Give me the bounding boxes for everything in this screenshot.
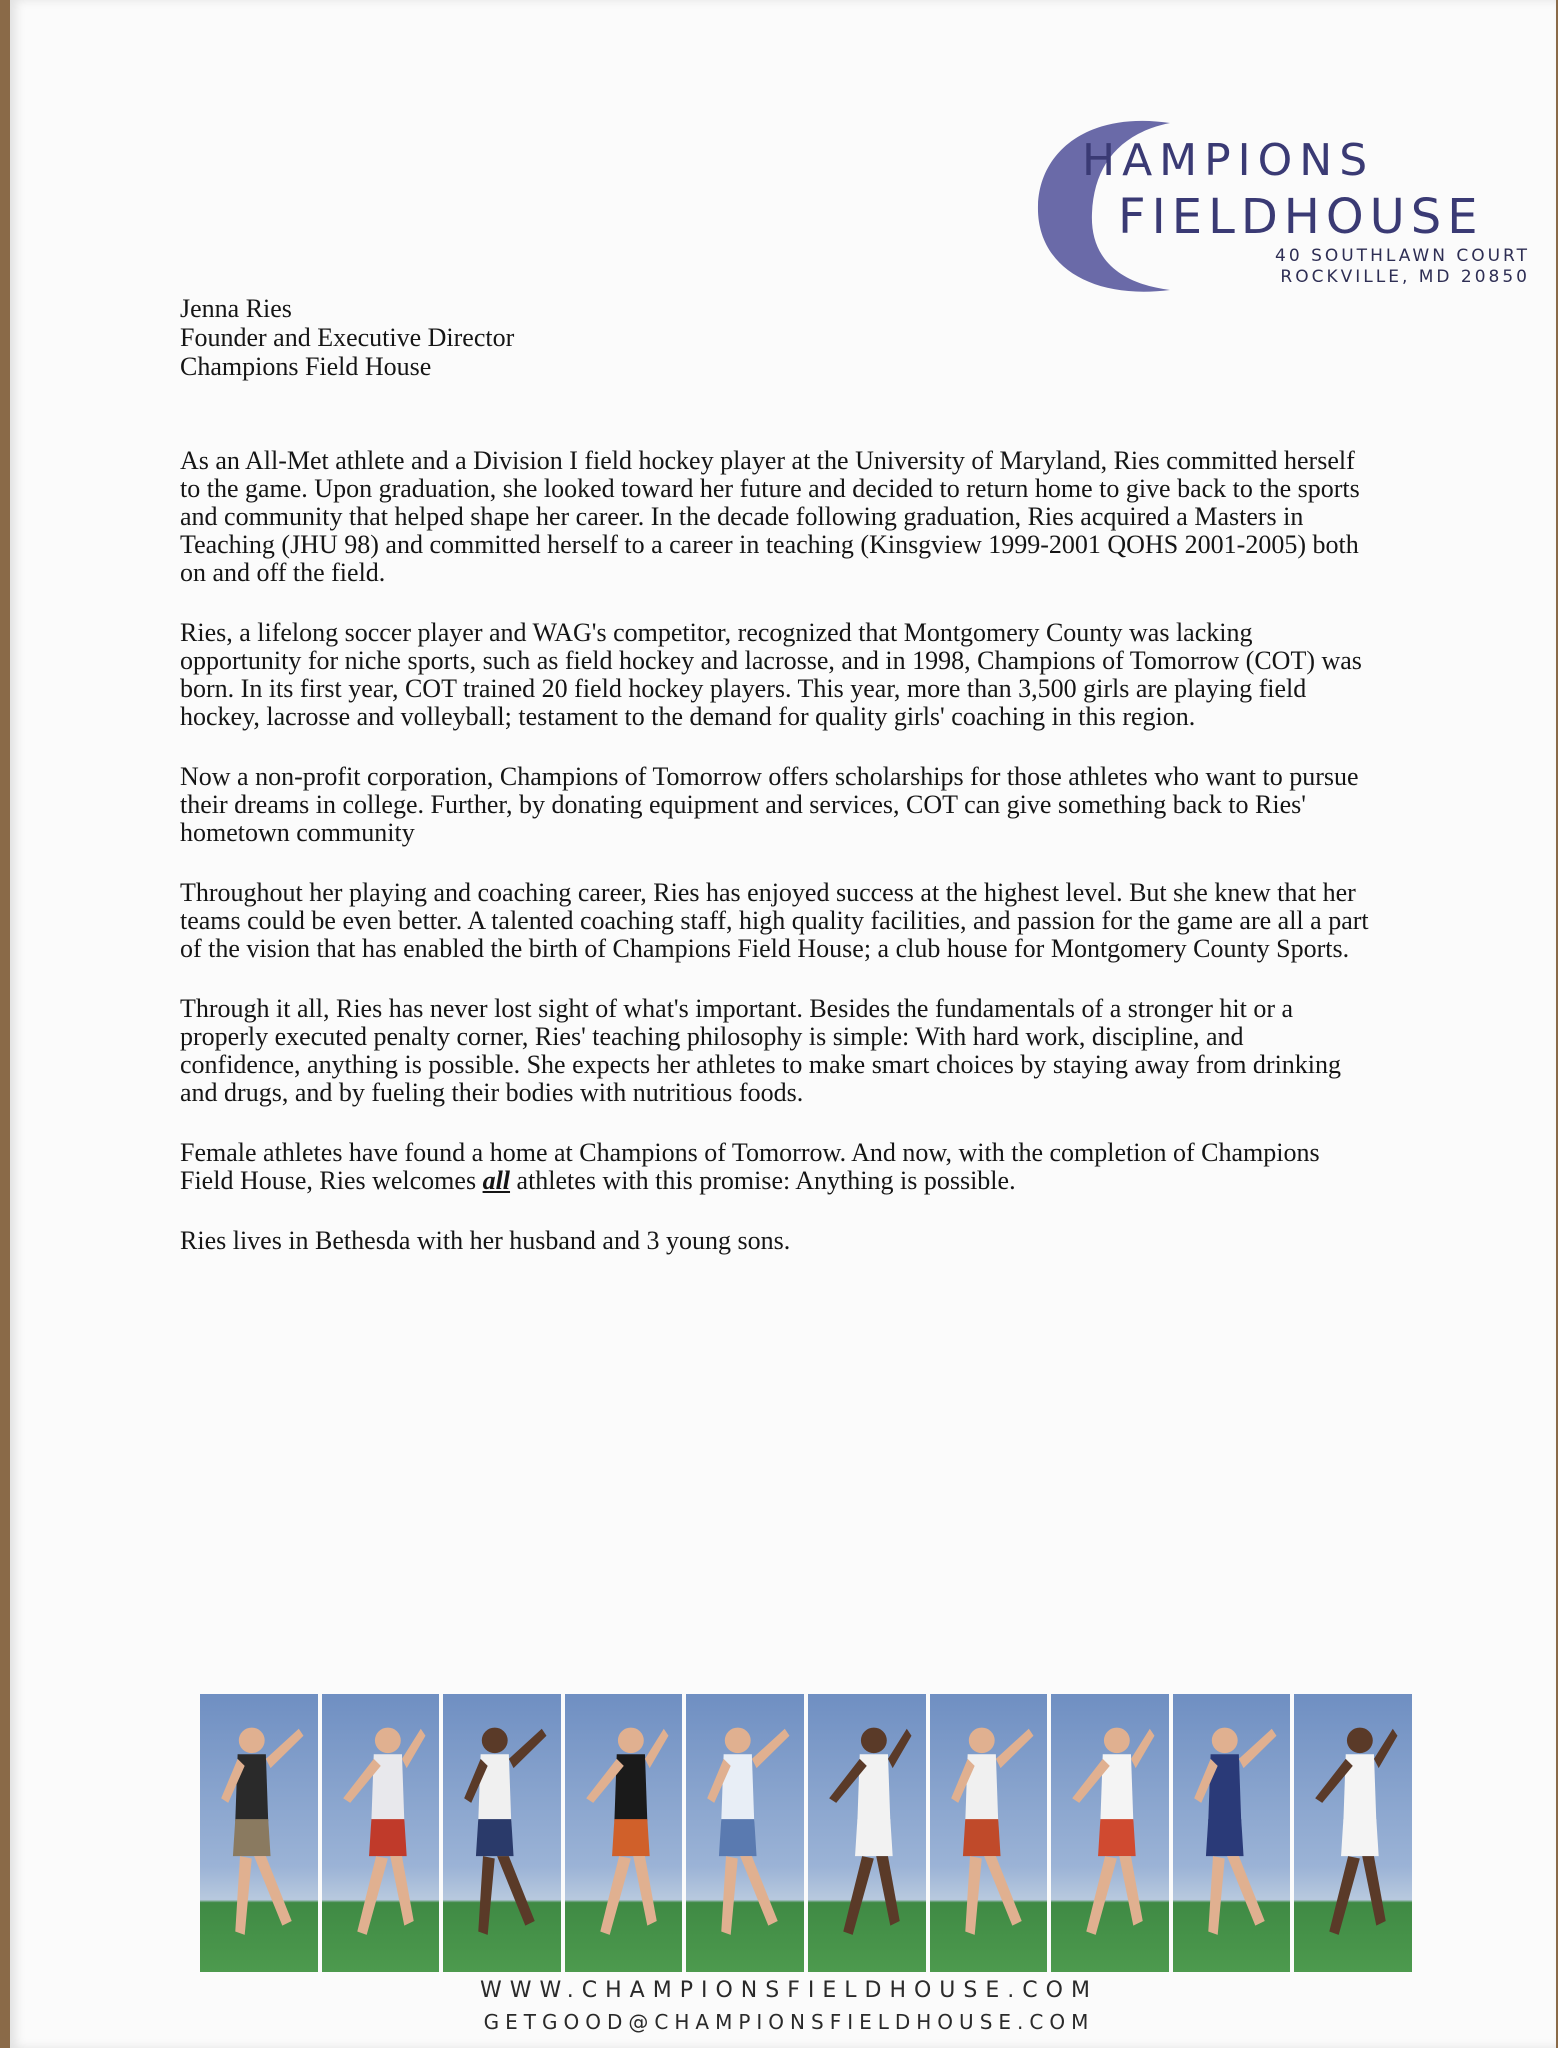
athlete-panel-lacrosse [1051, 1694, 1169, 1972]
letterhead-address-city: ROCKVILLE, MD 20850 [1280, 267, 1530, 287]
letterhead-address-street: 40 SOUTHLAWN COURT [1275, 246, 1530, 266]
body-paragraph: Now a non-profit corporation, Champions of Tomorrow offers scholarships for those athletes who want to pursue their dreams in college. Further, by donating equipment and services, COT can give something back to Ries' hometown community [180, 762, 1359, 847]
body-paragraph: Through it all, Ries has never lost sight of what's important. Besides the fundamentals of a stronger hit or a properly executed penalty corner, Ries' teaching philosophy is simple: With hard work, discipline, and confidence, anything is possible. She expects her athletes to make smart choices by staying away from drinking and drugs, and by fueling their bodies with nutritious foods. [180, 994, 1342, 1107]
athlete-panel-lacrosse [686, 1694, 804, 1972]
lacrosse-athlete-icon [1051, 1694, 1169, 1972]
body-text: Female athletes have found a home at Champions of Tomorrow. And now, with the completion of Champions Field House, Ries welcomes [180, 1138, 1320, 1195]
footer-email: GETGOOD@CHAMPIONSFIELDHOUSE.COM [483, 2010, 1095, 2034]
logo-text-line2: FIELDHOUSE [1118, 189, 1484, 245]
letter-page [10, 0, 1556, 2048]
athlete-panel-volleyball [565, 1694, 683, 1972]
emphasis-all: all [482, 1166, 511, 1195]
field-hockey-athlete-icon [1173, 1694, 1291, 1972]
recipient-name: Jenna Ries [180, 294, 292, 323]
athlete-panel-lacrosse [322, 1694, 440, 1972]
logo-text-line1: HAMPIONS [1082, 135, 1375, 186]
recipient-block [180, 294, 1370, 381]
recipient-organization: Champions Field House [180, 352, 432, 381]
footer-website: WWW.CHAMPIONSFIELDHOUSE.COM [480, 1978, 1098, 2003]
recipient-title: Founder and Executive Director [180, 323, 515, 352]
body-paragraph: Ries, a lifelong soccer player and WAG's competitor, recognized that Montgomery County was lacking opportunity for niche sports, such as field hockey and lacrosse, and in 1998, Champions of Tomorrow (COT) was born. In its first year, COT trained 20 field hockey players. This year, more than 3,500 girls are playing field hockey, lacrosse and volleyball; testament to the demand for quality girls' coaching in this region. [180, 618, 1362, 731]
athlete-panel-football [443, 1694, 561, 1972]
lacrosse-athlete-icon [322, 1694, 440, 1972]
soccer-athlete-icon [808, 1694, 926, 1972]
volleyball-athlete-icon [565, 1694, 683, 1972]
body-paragraph: Throughout her playing and coaching career, Ries has enjoyed success at the highest level. But she knew that her teams could be even better. A talented coaching staff, high quality facilities, and passion for the game are all a part of the vision that has enabled the birth of Champions Field House; a club house for Montgomery County Sports. [180, 878, 1369, 963]
athlete-panel-gymnastics [930, 1694, 1048, 1972]
body-paragraph: Ries lives in Bethesda with her husband and 3 young sons. [180, 1226, 791, 1255]
gymnastics-athlete-icon [930, 1694, 1048, 1972]
body-paragraph [180, 1139, 1370, 1195]
basketball-athlete-icon [1294, 1694, 1412, 1972]
body-text: athletes with this promise: Anything is possible. [510, 1166, 1016, 1195]
football-athlete-icon [443, 1694, 561, 1972]
athlete-panel-field-hockey [1173, 1694, 1291, 1972]
lacrosse-athlete-icon [686, 1694, 804, 1972]
letter-body [180, 447, 1370, 1287]
athlete-panel-basketball [1294, 1694, 1412, 1972]
baseball-athlete-icon [200, 1694, 318, 1972]
athlete-panel-soccer [808, 1694, 926, 1972]
athlete-image-strip [200, 1694, 1412, 1972]
athlete-panel-baseball [200, 1694, 318, 1972]
body-paragraph: As an All-Met athlete and a Division I field hockey player at the University of Maryland, Ries committed herself to the game. Upon graduation, she looked toward her future and decided to return home to give back to the sports and community that helped shape her career. In the decade following graduation, Ries acquired a Masters in Teaching (JHU 98) and committed herself to a career in teaching (Kinsgview 1999-2001 QOHS 2001-2005) both on and off the field. [180, 446, 1360, 587]
champions-fieldhouse-logo [1020, 105, 1540, 305]
